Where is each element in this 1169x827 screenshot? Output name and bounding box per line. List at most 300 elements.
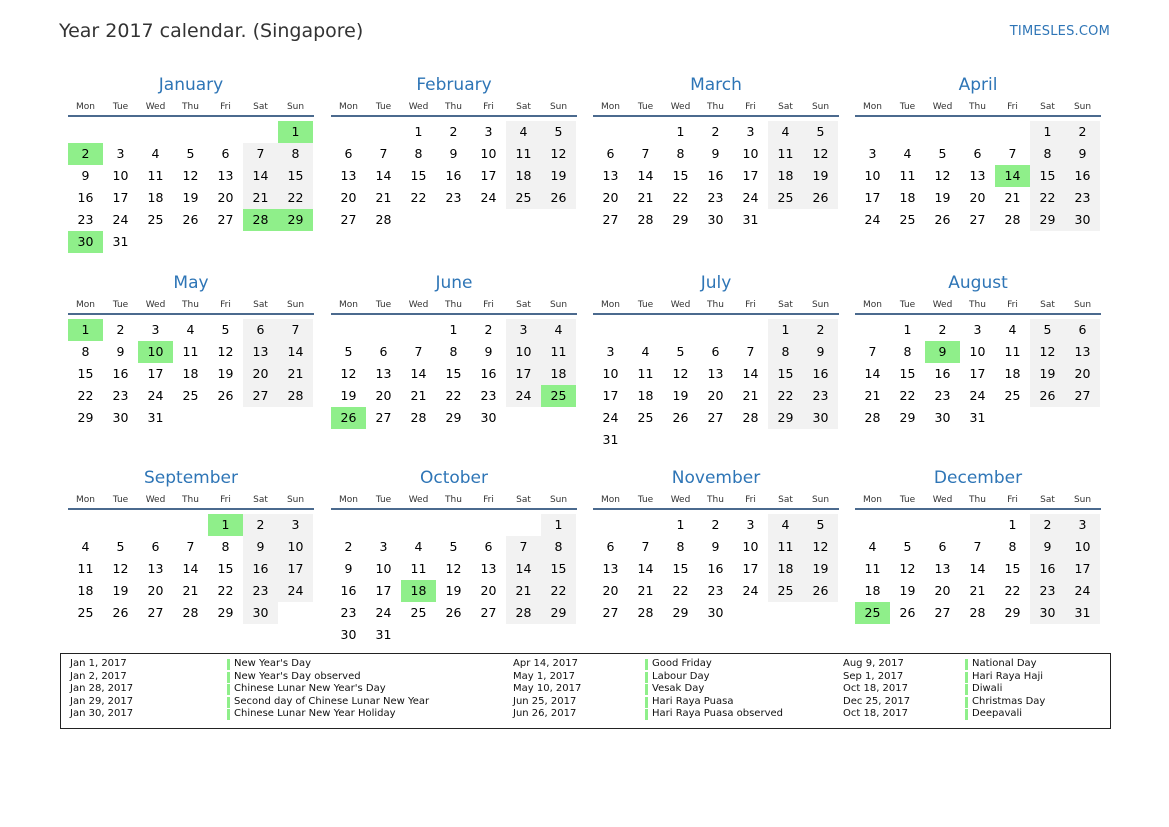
day-cell: 19: [803, 558, 838, 580]
day-cell: 13: [1065, 341, 1100, 363]
day-cell: 9: [449, 146, 458, 161]
day-cell: 20: [1065, 363, 1100, 385]
weekday-label: Fri: [1007, 102, 1018, 112]
day-cell: 27: [934, 605, 951, 620]
day-cell: 2: [243, 514, 278, 536]
weekday-label: Mon: [601, 102, 620, 112]
day-cell: 3: [379, 539, 388, 554]
holiday-marker: [645, 709, 648, 720]
day-cell: 23: [1030, 580, 1065, 602]
day-cell: 16: [934, 366, 951, 381]
day-cell: 24: [278, 580, 313, 602]
day-cell: 10: [112, 168, 129, 183]
weekday-label: Sun: [549, 495, 568, 505]
day-cell: 8: [1008, 539, 1017, 554]
day-cell: 22: [77, 388, 94, 403]
day-cell: 19: [182, 190, 199, 205]
weekday-label: Mon: [863, 495, 882, 505]
day-cell: 28: [182, 605, 199, 620]
day-cell: 9: [243, 536, 278, 558]
day-cell: 26: [445, 605, 462, 620]
weekday-label: Mon: [601, 300, 620, 310]
day-cell: 20: [934, 583, 951, 598]
day-cell: 4: [768, 121, 803, 143]
day-cell: 25: [1004, 388, 1021, 403]
header-rule: [68, 115, 314, 117]
day-cell: 9: [81, 168, 90, 183]
weekday-header: [855, 299, 1101, 311]
day-cell: 21: [864, 388, 881, 403]
weekday-label: Sun: [1073, 495, 1092, 505]
day-cell: 8: [221, 539, 230, 554]
weekday-label: Tue: [112, 495, 129, 505]
weekday-label: Wed: [408, 300, 429, 310]
day-cell: 4: [903, 146, 912, 161]
day-cell: 30: [243, 602, 278, 624]
month-name: March: [690, 75, 742, 95]
month-name: February: [416, 75, 492, 95]
day-cell: 5: [938, 146, 947, 161]
weekday-label: Wed: [408, 102, 429, 112]
weekday-label: Fri: [745, 300, 756, 310]
holiday-name: New Year's Day observed: [234, 670, 361, 682]
day-cell: 25: [899, 212, 916, 227]
header-rule: [331, 508, 577, 510]
holiday-day-cell: 28: [243, 209, 278, 231]
day-cell: 7: [1008, 146, 1017, 161]
day-cell: 4: [414, 539, 423, 554]
day-cell: 6: [973, 146, 982, 161]
day-cell: 26: [803, 580, 838, 602]
day-cell: 23: [934, 388, 951, 403]
day-cell: 8: [541, 536, 576, 558]
day-cell: 23: [445, 190, 462, 205]
holiday-day-cell: 1: [68, 319, 103, 341]
weekday-label: Mon: [339, 102, 358, 112]
day-cell: 17: [147, 366, 164, 381]
day-cell: 20: [340, 190, 357, 205]
day-cell: 7: [506, 536, 541, 558]
weekday-label: Sun: [811, 102, 830, 112]
day-cell: 2: [711, 517, 720, 532]
day-cell: 19: [112, 583, 129, 598]
day-cell: 10: [506, 341, 541, 363]
day-cell: 29: [768, 407, 803, 429]
day-cell: 16: [1030, 558, 1065, 580]
day-cell: 14: [375, 168, 392, 183]
day-cell: 23: [480, 388, 497, 403]
day-cell: 21: [742, 388, 759, 403]
day-cell: 9: [484, 344, 493, 359]
weekday-header: [593, 101, 839, 113]
day-cell: 6: [151, 539, 160, 554]
day-cell: 13: [602, 168, 619, 183]
day-cell: 11: [410, 561, 427, 576]
day-cell: 18: [864, 583, 881, 598]
day-cell: 6: [938, 539, 947, 554]
day-cell: 21: [637, 190, 654, 205]
day-cell: 30: [1030, 602, 1065, 624]
day-cell: 10: [375, 561, 392, 576]
weekday-label: Sun: [1073, 102, 1092, 112]
weekday-header: [331, 494, 577, 506]
day-cell: 25: [637, 410, 654, 425]
day-cell: 7: [868, 344, 877, 359]
day-cell: 16: [112, 366, 129, 381]
holiday-name: Labour Day: [652, 670, 710, 682]
day-cell: 15: [278, 165, 313, 187]
day-cell: 18: [637, 388, 654, 403]
holiday-day-cell: 26: [331, 407, 366, 429]
day-cell: 3: [868, 146, 877, 161]
weekday-label: Sat: [778, 300, 793, 310]
day-cell: 3: [116, 146, 125, 161]
day-cell: 12: [182, 168, 199, 183]
holiday-marker: [965, 672, 968, 683]
day-cell: 14: [182, 561, 199, 576]
holiday-marker: [227, 709, 230, 720]
day-cell: 16: [480, 366, 497, 381]
weekday-label: Sun: [286, 300, 305, 310]
weekday-label: Sat: [516, 102, 531, 112]
holiday-marker: [227, 659, 230, 670]
weekday-header: [855, 494, 1101, 506]
day-cell: 22: [541, 580, 576, 602]
day-cell: 4: [541, 319, 576, 341]
day-cell: 3: [278, 514, 313, 536]
weekday-label: Wed: [145, 102, 166, 112]
day-cell: 12: [803, 536, 838, 558]
day-cell: 8: [676, 539, 685, 554]
day-cell: 2: [938, 322, 947, 337]
header-rule: [331, 313, 577, 315]
day-cell: 6: [379, 344, 388, 359]
weekday-label: Fri: [483, 300, 494, 310]
day-cell: 31: [742, 212, 759, 227]
day-cell: 8: [449, 344, 458, 359]
day-cell: 5: [676, 344, 685, 359]
holiday-name: Diwali: [972, 683, 1003, 695]
day-cell: 20: [243, 363, 278, 385]
holiday-day-cell: 9: [925, 341, 960, 363]
weekday-label: Sat: [1040, 102, 1055, 112]
day-cell: 5: [803, 121, 838, 143]
weekday-label: Sun: [286, 495, 305, 505]
day-cell: 6: [243, 319, 278, 341]
day-cell: 21: [278, 363, 313, 385]
day-cell: 23: [243, 580, 278, 602]
day-cell: 4: [81, 539, 90, 554]
day-cell: 15: [1030, 165, 1065, 187]
day-cell: 28: [278, 385, 313, 407]
weekday-label: Wed: [670, 300, 691, 310]
day-cell: 16: [243, 558, 278, 580]
weekday-label: Tue: [375, 102, 392, 112]
day-cell: 14: [969, 561, 986, 576]
holiday-date: Jan 30, 2017: [70, 708, 134, 720]
header-rule: [855, 313, 1101, 315]
day-cell: 26: [672, 410, 689, 425]
day-cell: 1: [541, 514, 576, 536]
weekday-label: Fri: [745, 495, 756, 505]
weekday-header: [855, 101, 1101, 113]
day-cell: 19: [672, 388, 689, 403]
weekday-label: Tue: [112, 300, 129, 310]
weekday-label: Sat: [516, 495, 531, 505]
day-cell: 16: [77, 190, 94, 205]
day-cell: 14: [243, 165, 278, 187]
day-cell: 19: [541, 165, 576, 187]
day-cell: 7: [641, 146, 650, 161]
day-cell: 10: [480, 146, 497, 161]
day-cell: 29: [672, 605, 689, 620]
day-cell: 5: [344, 344, 353, 359]
day-cell: 11: [77, 561, 94, 576]
day-cell: 12: [899, 561, 916, 576]
day-cell: 22: [410, 190, 427, 205]
day-cell: 17: [1065, 558, 1100, 580]
day-cell: 7: [414, 344, 423, 359]
holiday-date: Jun 25, 2017: [513, 695, 577, 707]
weekday-label: Wed: [932, 102, 953, 112]
holiday-day-cell: 14: [995, 165, 1030, 187]
holiday-marker: [965, 684, 968, 695]
site-link[interactable]: TIMESLES.COM: [1009, 24, 1110, 39]
day-cell: 7: [379, 146, 388, 161]
day-cell: 28: [637, 212, 654, 227]
day-cell: 22: [1030, 187, 1065, 209]
weekday-label: Thu: [969, 102, 986, 112]
day-cell: 1: [768, 319, 803, 341]
holiday-marker: [645, 659, 648, 670]
holiday-marker: [227, 684, 230, 695]
day-cell: 19: [934, 190, 951, 205]
weekday-header: [68, 494, 314, 506]
day-cell: 8: [768, 341, 803, 363]
day-cell: 4: [506, 121, 541, 143]
weekday-label: Sat: [253, 102, 268, 112]
day-cell: 2: [803, 319, 838, 341]
day-cell: 15: [768, 363, 803, 385]
day-cell: 15: [541, 558, 576, 580]
header-rule: [68, 508, 314, 510]
day-cell: 18: [1004, 366, 1021, 381]
day-cell: 15: [410, 168, 427, 183]
day-cell: 23: [803, 385, 838, 407]
day-cell: 11: [506, 143, 541, 165]
weekday-label: Mon: [601, 495, 620, 505]
day-cell: 13: [934, 561, 951, 576]
day-cell: 24: [1065, 580, 1100, 602]
weekday-label: Wed: [670, 495, 691, 505]
weekday-label: Wed: [145, 300, 166, 310]
weekday-header: [593, 299, 839, 311]
day-cell: 22: [672, 190, 689, 205]
holiday-name: Second day of Chinese Lunar New Year: [234, 695, 430, 707]
day-cell: 16: [707, 561, 724, 576]
header-rule: [593, 508, 839, 510]
day-cell: 22: [768, 385, 803, 407]
day-cell: 6: [221, 146, 230, 161]
day-cell: 22: [1004, 583, 1021, 598]
day-cell: 31: [969, 410, 986, 425]
day-cell: 1: [903, 322, 912, 337]
weekday-label: Wed: [670, 102, 691, 112]
day-cell: 11: [1004, 344, 1021, 359]
day-cell: 5: [903, 539, 912, 554]
day-cell: 13: [375, 366, 392, 381]
weekday-label: Tue: [899, 300, 916, 310]
day-cell: 30: [934, 410, 951, 425]
day-cell: 25: [506, 187, 541, 209]
weekday-label: Fri: [1007, 495, 1018, 505]
holiday-date: May 1, 2017: [513, 670, 576, 682]
weekday-label: Tue: [375, 495, 392, 505]
day-cell: 24: [112, 212, 129, 227]
day-cell: 18: [541, 363, 576, 385]
day-cell: 25: [77, 605, 94, 620]
holiday-marker: [965, 697, 968, 708]
holiday-date: Oct 18, 2017: [843, 683, 908, 695]
day-cell: 18: [899, 190, 916, 205]
day-cell: 28: [1004, 212, 1021, 227]
day-cell: 4: [768, 514, 803, 536]
day-cell: 7: [973, 539, 982, 554]
weekday-label: Fri: [1007, 300, 1018, 310]
day-cell: 13: [217, 168, 234, 183]
holiday-marker: [645, 697, 648, 708]
weekday-label: Mon: [76, 300, 95, 310]
holiday-legend: [60, 653, 1111, 729]
day-cell: 23: [1065, 187, 1100, 209]
weekday-header: [593, 494, 839, 506]
day-cell: 16: [803, 363, 838, 385]
weekday-label: Fri: [220, 102, 231, 112]
day-cell: 14: [637, 561, 654, 576]
day-cell: 3: [746, 124, 755, 139]
day-cell: 22: [217, 583, 234, 598]
weekday-label: Sat: [253, 495, 268, 505]
day-cell: 31: [375, 627, 392, 642]
day-cell: 12: [217, 344, 234, 359]
day-cell: 5: [803, 514, 838, 536]
day-cell: 23: [340, 605, 357, 620]
day-cell: 9: [711, 146, 720, 161]
day-cell: 21: [243, 187, 278, 209]
day-cell: 2: [1030, 514, 1065, 536]
day-cell: 6: [711, 344, 720, 359]
day-cell: 6: [344, 146, 353, 161]
day-cell: 30: [803, 407, 838, 429]
day-cell: 17: [112, 190, 129, 205]
day-cell: 22: [445, 388, 462, 403]
day-cell: 29: [541, 602, 576, 624]
day-cell: 12: [1030, 341, 1065, 363]
weekday-label: Tue: [637, 495, 654, 505]
day-cell: 25: [768, 580, 803, 602]
day-cell: 1: [1008, 517, 1017, 532]
day-cell: 11: [864, 561, 881, 576]
day-cell: 9: [711, 539, 720, 554]
day-cell: 21: [969, 583, 986, 598]
day-cell: 21: [506, 580, 541, 602]
day-cell: 7: [641, 539, 650, 554]
day-cell: 2: [116, 322, 125, 337]
day-cell: 29: [899, 410, 916, 425]
day-cell: 24: [969, 388, 986, 403]
day-cell: 16: [1065, 165, 1100, 187]
day-cell: 6: [484, 539, 493, 554]
day-cell: 7: [186, 539, 195, 554]
weekday-label: Tue: [112, 102, 129, 112]
day-cell: 9: [344, 561, 353, 576]
day-cell: 19: [445, 583, 462, 598]
day-cell: 13: [969, 168, 986, 183]
weekday-label: Mon: [76, 495, 95, 505]
day-cell: 24: [602, 410, 619, 425]
weekday-header: [331, 299, 577, 311]
day-cell: 13: [480, 561, 497, 576]
holiday-name: New Year's Day: [234, 658, 312, 669]
month-name: October: [419, 468, 489, 488]
weekday-label: Wed: [408, 495, 429, 505]
day-cell: 25: [147, 212, 164, 227]
day-cell: 13: [243, 341, 278, 363]
day-cell: 28: [410, 410, 427, 425]
weekday-label: Sat: [253, 300, 268, 310]
day-cell: 15: [672, 561, 689, 576]
weekday-header: [331, 101, 577, 113]
weekday-label: Mon: [863, 102, 882, 112]
day-cell: 19: [899, 583, 916, 598]
day-cell: 1: [449, 322, 458, 337]
day-cell: 2: [711, 124, 720, 139]
day-cell: 24: [147, 388, 164, 403]
day-cell: 8: [1030, 143, 1065, 165]
day-cell: 12: [934, 168, 951, 183]
day-cell: 20: [969, 190, 986, 205]
holiday-name: Hari Raya Haji: [972, 670, 1044, 682]
day-cell: 1: [676, 124, 685, 139]
day-cell: 30: [340, 627, 357, 642]
day-cell: 21: [182, 583, 199, 598]
weekday-label: Thu: [969, 495, 986, 505]
day-cell: 15: [217, 561, 234, 576]
day-cell: 6: [606, 539, 615, 554]
day-cell: 27: [243, 385, 278, 407]
day-cell: 30: [1065, 209, 1100, 231]
day-cell: 21: [375, 190, 392, 205]
day-cell: 11: [768, 143, 803, 165]
day-cell: 22: [672, 583, 689, 598]
day-cell: 20: [217, 190, 234, 205]
day-cell: 14: [278, 341, 313, 363]
day-cell: 16: [340, 583, 357, 598]
holiday-date: Jan 1, 2017: [70, 658, 127, 669]
holiday-day-cell: 30: [68, 231, 103, 253]
day-cell: 24: [742, 190, 759, 205]
day-cell: 3: [606, 344, 615, 359]
weekday-label: Thu: [182, 495, 199, 505]
day-cell: 5: [1030, 319, 1065, 341]
day-cell: 19: [1030, 363, 1065, 385]
weekday-label: Wed: [932, 495, 953, 505]
header-rule: [593, 115, 839, 117]
holiday-date: Dec 25, 2017: [843, 695, 911, 707]
day-cell: 10: [969, 344, 986, 359]
month-name: July: [700, 273, 732, 293]
holiday-day-cell: 10: [138, 341, 173, 363]
